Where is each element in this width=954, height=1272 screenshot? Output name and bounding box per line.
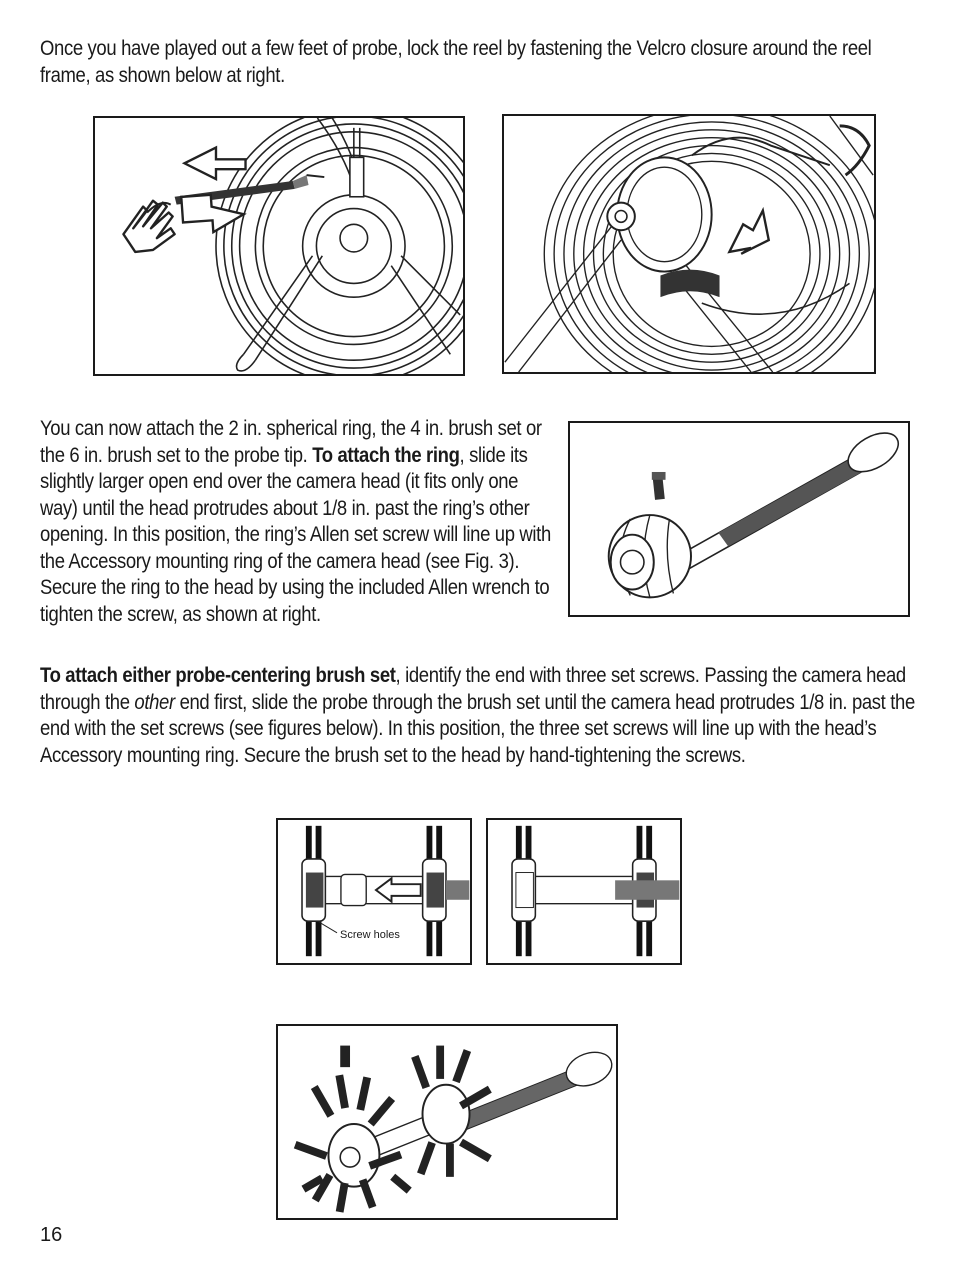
brush-paragraph-italic: other bbox=[134, 690, 175, 714]
spherical-ring-illustration bbox=[570, 423, 908, 615]
brush-paragraph-bold: To attach either probe-centering brush set bbox=[40, 664, 396, 687]
brush-paragraph-part1: , identify the end with three set screws. Passing the camera head through the bbox=[40, 664, 906, 714]
ring-paragraph-bold: To attach the ring bbox=[312, 443, 460, 467]
ring-paragraph-part2: , slide its slightly larger open end over the camera head (it fits only one way) until the head protrudes about 1/8 in. past the ring’s other opening. In this position, the ring’s Allen set screw will line up with the Accessory mounting ring of the camera head (see Fig. 3). Secure the ring to the head by using the included Allen wrench to tighten the screw, as shown at right. bbox=[40, 443, 551, 626]
brush-paragraph bbox=[40, 663, 920, 769]
figure-brush-installed bbox=[486, 818, 682, 965]
brush-paragraph-part2: end first, slide the probe through the brush set until the camera head protrudes 1/8 in. past the end with the set screws (see figures below). In this position, the three set screws will line up with the head’s Accessory mounting ring. Secure the brush set to the head by hand-tightening the screws. bbox=[40, 690, 915, 767]
brush-insert-illustration bbox=[278, 820, 470, 963]
figure-brush-set-3d bbox=[276, 1024, 618, 1220]
screw-holes-label: Screw holes bbox=[340, 929, 400, 941]
ring-paragraph bbox=[40, 416, 559, 628]
page-number: 16 bbox=[40, 1224, 63, 1246]
figure-reel-payout bbox=[93, 116, 465, 376]
brush-installed-illustration bbox=[488, 820, 680, 963]
intro-paragraph: Once you have played out a few feet of probe, lock the reel by fastening the Velcro closure around the reel frame, as shown below at right. bbox=[40, 37, 872, 87]
reel-payout-illustration bbox=[95, 118, 463, 374]
brush-set-3d-illustration bbox=[278, 1026, 616, 1218]
figure-brush-insert bbox=[276, 818, 472, 965]
figure-spherical-ring bbox=[568, 421, 910, 617]
figure-velcro-closure bbox=[502, 114, 876, 374]
velcro-closure-illustration bbox=[504, 116, 874, 372]
ring-paragraph-part1: You can now attach the 2 in. spherical ring, the 4 in. brush set or the 6 in. brush set to the probe tip. bbox=[40, 417, 542, 467]
